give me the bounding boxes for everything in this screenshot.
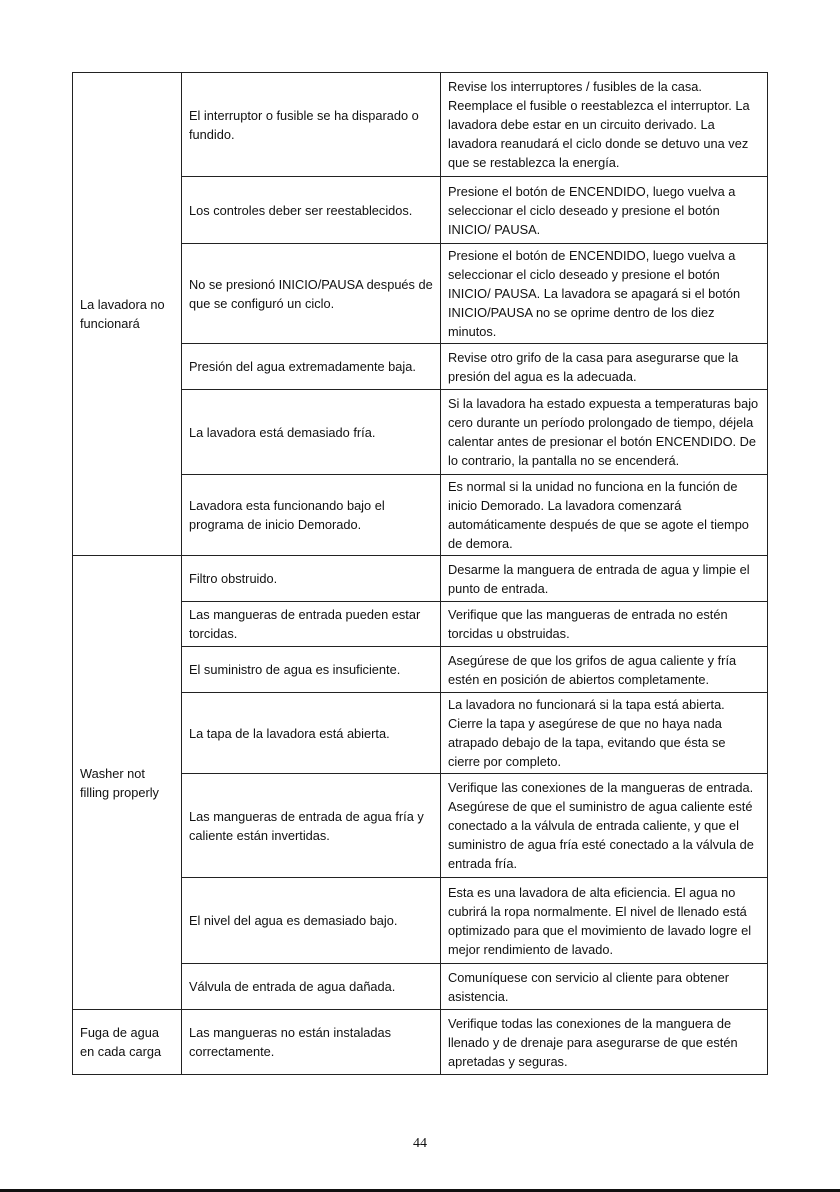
cause-cell: Filtro obstruido. [182,556,441,602]
problem-cell: La lavadora no funcionará [73,73,182,556]
solution-cell: Verifique todas las conexiones de la manguera de llenado y de drenaje para asegurarse de que estén apretadas y seguras. [441,1010,768,1075]
table-row [73,556,768,602]
cause-cell: Las mangueras de entrada de agua fría y caliente están invertidas. [182,774,441,878]
solution-cell: Asegúrese de que los grifos de agua caliente y fría estén en posición de abiertos completamente. [441,647,768,693]
table-row [73,1010,768,1075]
cause-cell: Las mangueras de entrada pueden estar torcidas. [182,602,441,647]
troubleshooting-table [72,72,768,1075]
cause-cell: Los controles deber ser reestablecidos. [182,177,441,244]
solution-cell: Presione el botón de ENCENDIDO, luego vuelva a seleccionar el ciclo deseado y presione el botón INICIO/ PAUSA. [441,177,768,244]
cause-cell: Lavadora esta funcionando bajo el programa de inicio Demorado. [182,475,441,556]
solution-cell: Revise otro grifo de la casa para asegurarse que la presión del agua es la adecuada. [441,344,768,390]
solution-cell: La lavadora no funcionará si la tapa está abierta. Cierre la tapa y asegúrese de que no haya nada atrapado debajo de la tapa, evitando que ésta se cierre por completo. [441,693,768,774]
cause-cell: El nivel del agua es demasiado bajo. [182,878,441,964]
cause-cell: Las mangueras no están instaladas correctamente. [182,1010,441,1075]
cause-cell: La tapa de la lavadora está abierta. [182,693,441,774]
cause-cell: El interruptor o fusible se ha disparado o fundido. [182,73,441,177]
solution-cell: Revise los interruptores / fusibles de la casa. Reemplace el fusible o reestablezca el interruptor. La lavadora debe estar en un circuito derivado. La lavadora reanudará el ciclo donde se detuvo una vez que se restablezca la energía. [441,73,768,177]
solution-cell: Verifique las conexiones de la mangueras de entrada. Asegúrese de que el suministro de agua caliente esté conectado a la válvula de entrada caliente, y que el suministro de agua fría esté conectado a la válvula de entrada fría. [441,774,768,878]
solution-cell: Desarme la manguera de entrada de agua y limpie el punto de entrada. [441,556,768,602]
cause-cell: El suministro de agua es insuficiente. [182,647,441,693]
solution-cell: Esta es una lavadora de alta eficiencia. El agua no cubrirá la ropa normalmente. El nivel de llenado está optimizado para que el movimiento de lavado logre el mejor rendimiento de lavado. [441,878,768,964]
cause-cell: La lavadora está demasiado fría. [182,390,441,475]
solution-cell: Si la lavadora ha estado expuesta a temperaturas bajo cero durante un período prolongado de tiempo, déjela calentar antes de presionar el botón ENCENDIDO. De lo contrario, la pantalla no se encenderá. [441,390,768,475]
problem-cell: Washer not filling properly [73,556,182,1010]
cause-cell: No se presionó INICIO/PAUSA después de que se configuró un ciclo. [182,244,441,344]
page-number: 44 [413,1136,427,1151]
solution-cell: Es normal si la unidad no funciona en la función de inicio Demorado. La lavadora comenzará automáticamente después de que se agote el tiempo de demora. [441,475,768,556]
solution-cell: Verifique que las mangueras de entrada no estén torcidas u obstruidas. [441,602,768,647]
cause-cell: Presión del agua extremadamente baja. [182,344,441,390]
cause-cell: Válvula de entrada de agua dañada. [182,964,441,1010]
solution-cell: Presione el botón de ENCENDIDO, luego vuelva a seleccionar el ciclo deseado y presione el botón INICIO/ PAUSA. La lavadora se apagará si el botón INICIO/PAUSA no se oprime dentro de los diez minutos. [441,244,768,344]
problem-cell: Fuga de agua en cada carga [73,1010,182,1075]
table-row [73,73,768,177]
solution-cell: Comuníquese con servicio al cliente para obtener asistencia. [441,964,768,1010]
